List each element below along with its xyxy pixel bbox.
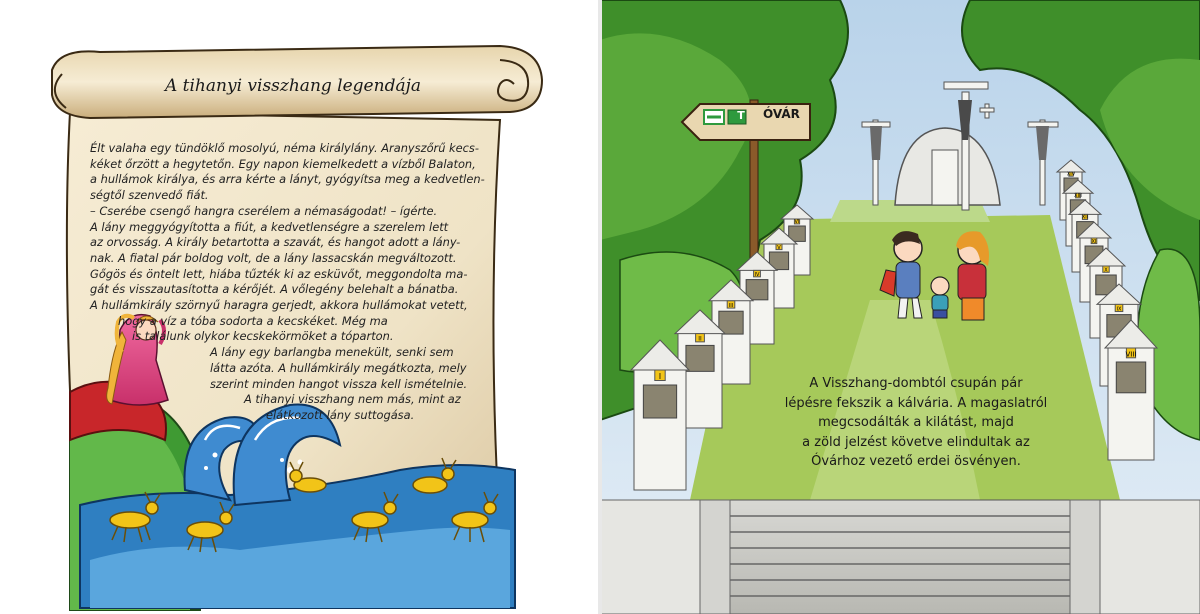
stone-stairs — [600, 500, 1200, 614]
station-numeral: VIII — [1125, 350, 1137, 359]
legend-line: látta azóta. A hullámkirály megátkozta, mely — [210, 360, 467, 375]
legend-line: ségtől szenvedő fiát. — [90, 188, 209, 203]
sign-marker-symbol: T — [737, 109, 745, 122]
legend-line: szerint minden hangot vissza kell ismételnie. — [210, 376, 468, 391]
page-gutter — [598, 0, 602, 614]
legend-line: gát és visszautasította a kérőjét. A vőlegény belehalt a bánatba. — [90, 282, 459, 297]
sign-label: ÓVÁR — [763, 107, 800, 121]
legend-line: is találunk olykor kecskekörmöket a tóparton. — [132, 329, 394, 344]
legend-line: – Cserébe csengő hangra cserélem a némaságodat! – ígérte. — [90, 203, 438, 218]
legend-line: elátkozott lány suttogása. — [266, 407, 415, 422]
legend-line: nak. A fiatal pár boldog volt, de a lány lassacskán megváltozott. — [90, 250, 457, 265]
station-numeral: XIII — [1074, 193, 1082, 200]
legend-line: az orvosság. A király betartotta a szavát, és hangot adott a lány- — [90, 235, 461, 250]
legend-line: A hullámkirály szörnyű haragra gerjedt, akkora hullámokat vetett, — [90, 298, 468, 312]
station-numeral: IV — [754, 271, 760, 278]
story-line: lépésre fekszik a kálvária. A magaslatról — [784, 395, 1048, 411]
legend-line: Élt valaha egy tündöklő mosolyú, néma királylány. Aranyszőrű kecs- — [90, 141, 479, 155]
station-numeral: I — [658, 372, 662, 381]
station-column — [1105, 320, 1157, 460]
legend-line: hogy a víz a tóba sodorta a kecskéket. Még ma — [118, 313, 388, 328]
story-text-block — [770, 374, 1062, 472]
station-numeral: II — [698, 336, 702, 343]
story-line: a zöld jelzést követve elindultak az — [802, 434, 1030, 450]
legend-line: a hullámok királya, és arra kérte a lányt, gyógyítsa meg a kedvetlen- — [90, 172, 485, 187]
station-column — [631, 340, 689, 490]
legend-line: kéket őrzött a hegytetőn. Egy napon kiemelkedett a vízből Balaton, — [90, 156, 476, 171]
right-page — [600, 0, 1200, 614]
story-line: megcsodálták a kilátást, majd — [818, 415, 1014, 430]
legend-title: A tihanyi visszhang legendája — [164, 76, 421, 96]
station-numeral: XI — [1091, 238, 1097, 245]
legend-line: A lány meggyógyította a fiút, a kedvetlenségre a szerelem lett — [90, 219, 449, 234]
station-numeral: XIV — [1066, 171, 1076, 178]
station-numeral: XII — [1081, 214, 1089, 221]
legend-line: Gőgös és öntelt lett, hiába tűzték ki az esküvőt, meggondolta ma- — [90, 266, 468, 281]
station-numeral: VI — [794, 219, 800, 226]
legend-line: A lány egy barlangba menekült, senki sem — [210, 345, 454, 360]
story-line: Óvárhoz vezető erdei ösvényen. — [811, 454, 1021, 469]
station-numeral: V — [777, 244, 781, 251]
story-line: A Visszhang-dombtól csupán pár — [809, 376, 1023, 391]
calvary-illustration — [600, 0, 1200, 614]
station-numeral: III — [728, 303, 734, 310]
station-numeral: IX — [1116, 306, 1122, 313]
legend-line: A tihanyi visszhang nem más, mint az — [244, 392, 461, 407]
station-numeral: X — [1104, 267, 1108, 274]
